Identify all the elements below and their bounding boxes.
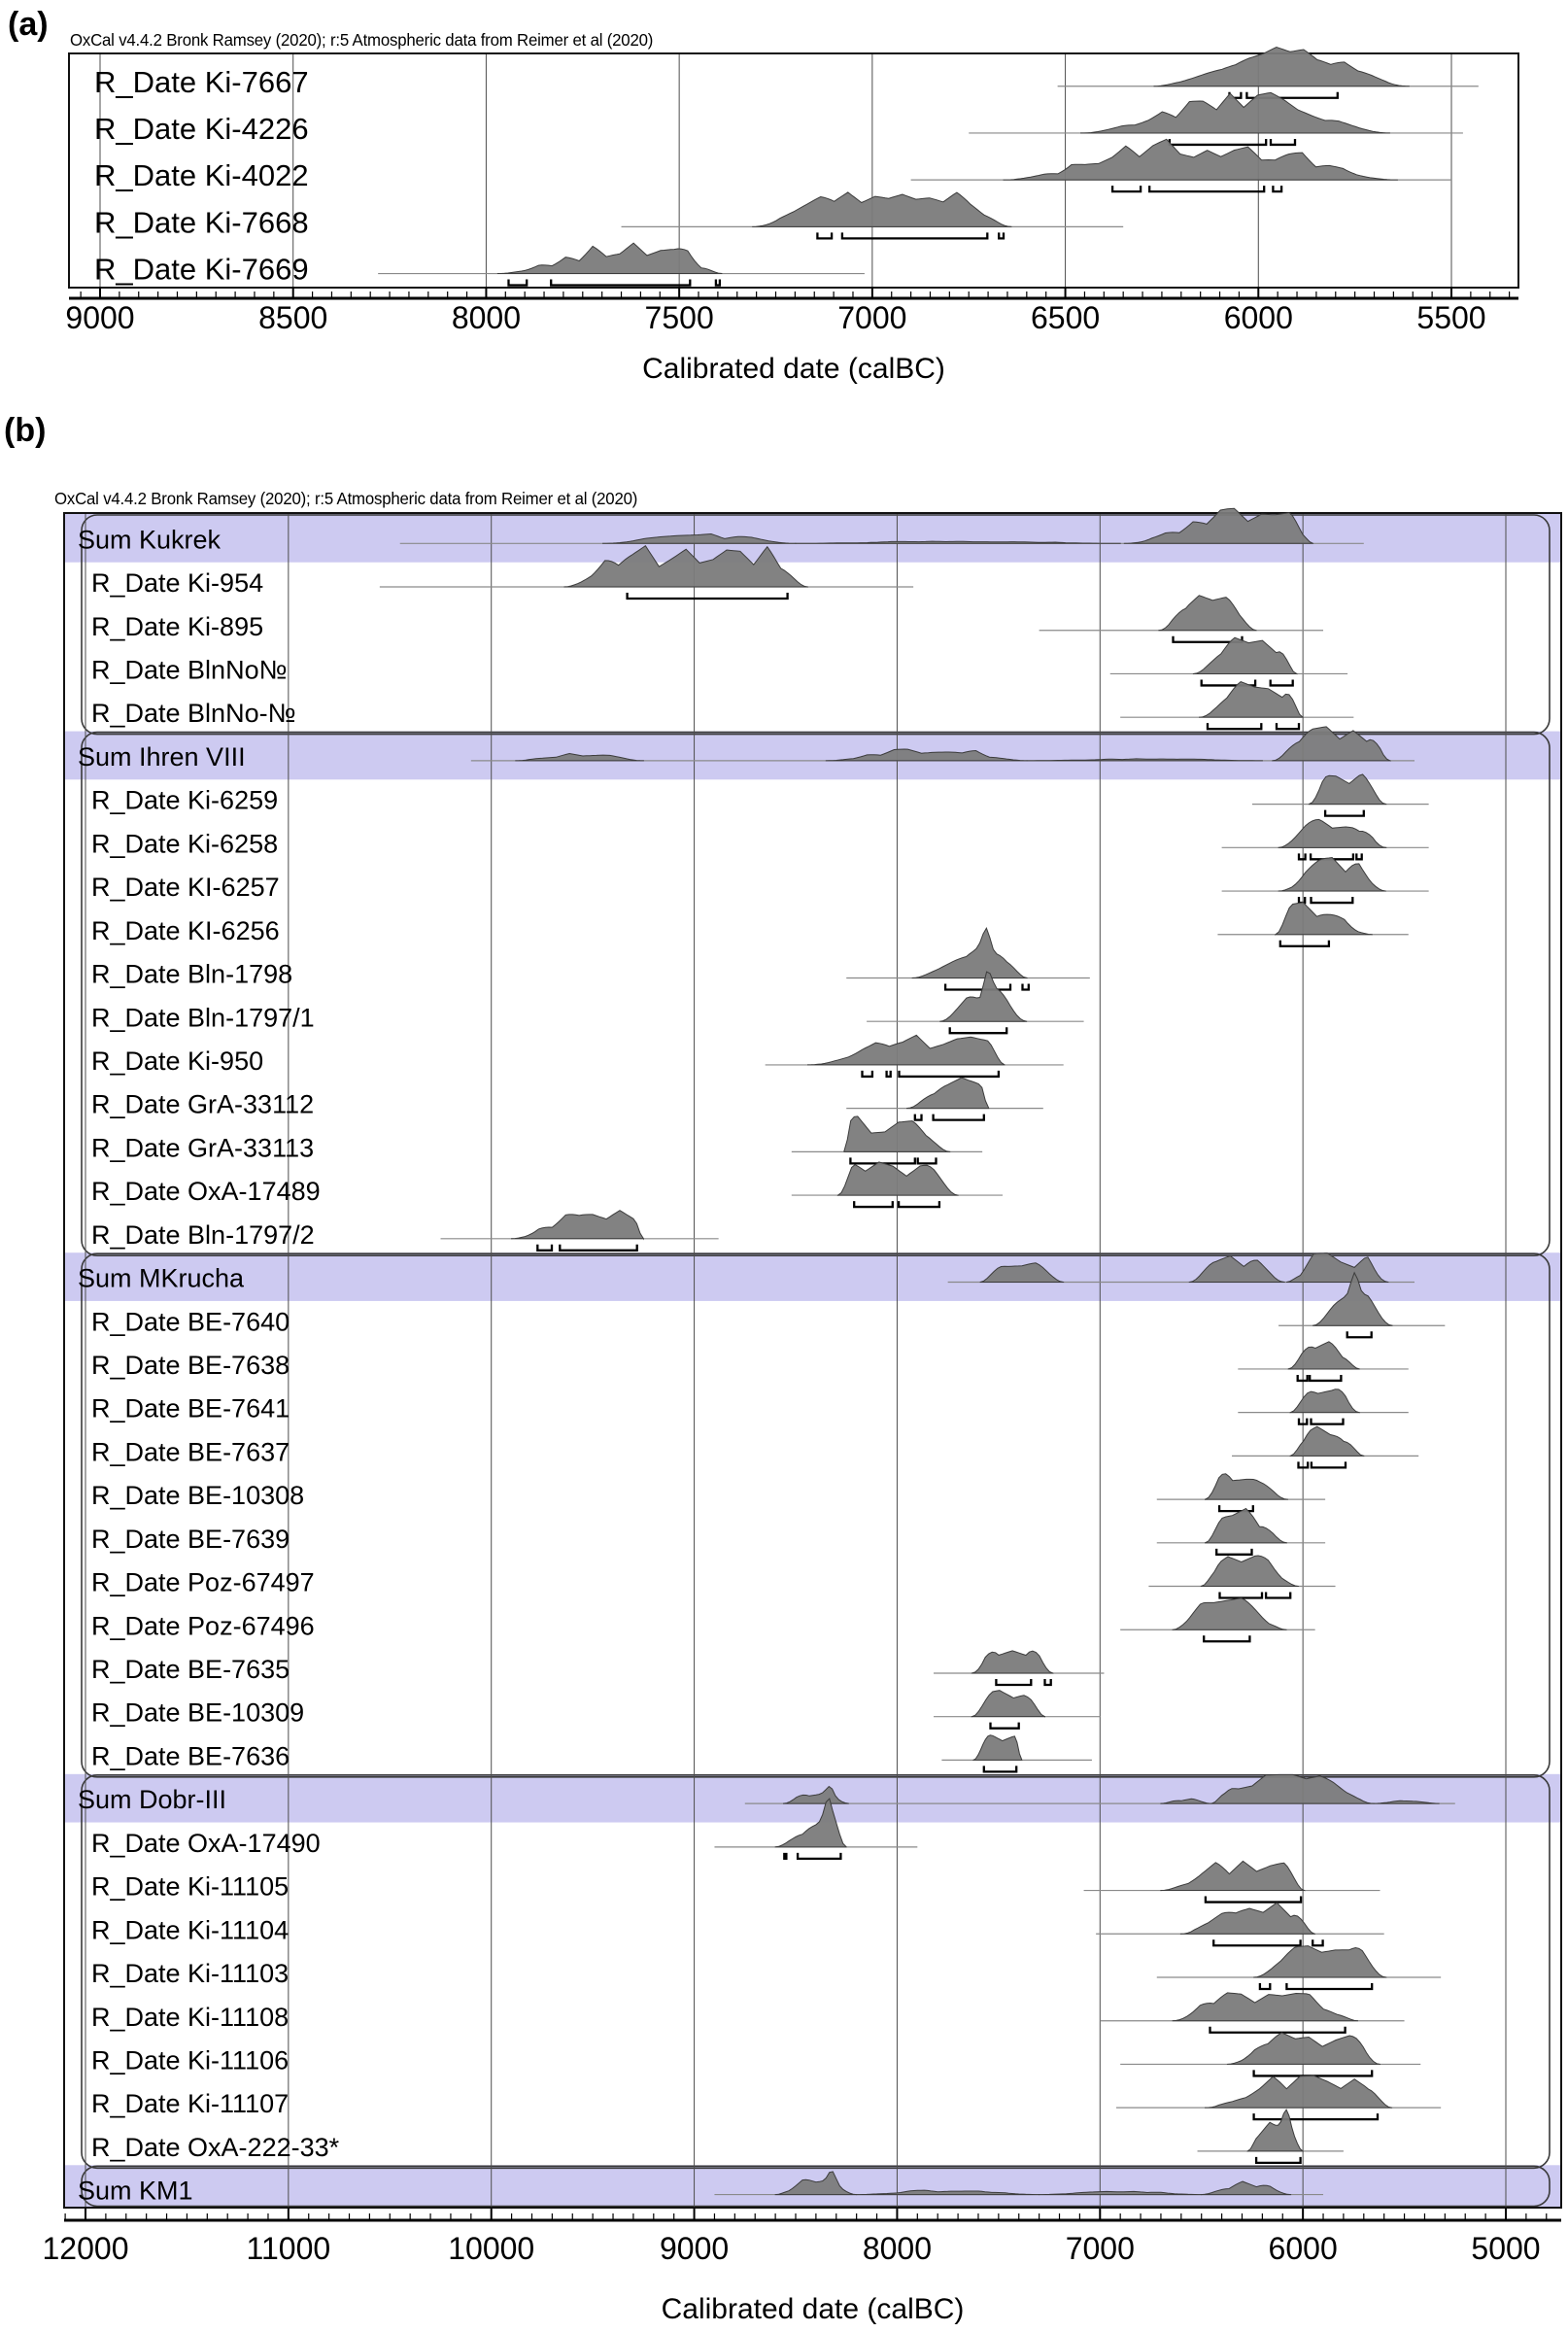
ci-bracket (1312, 1461, 1346, 1467)
row-label: R_Date Ki-6259 (91, 785, 279, 815)
ci-bracket (1149, 186, 1264, 191)
row-r-date-ki-950 (91, 1035, 1064, 1077)
ci-bracket (1023, 983, 1029, 989)
probability-curve (1161, 1861, 1305, 1890)
tick-label-5500: 5500 (1416, 300, 1486, 335)
ci-bracket (537, 1245, 552, 1251)
tick-label-8000: 8000 (862, 2231, 933, 2266)
probability-curve (1200, 682, 1304, 718)
row-r-date-poz-67496 (91, 1598, 1315, 1641)
probability-curve (512, 1211, 644, 1239)
row-label: R_Date BE-7638 (91, 1351, 290, 1381)
probability-curve (753, 192, 1011, 226)
ci-bracket (999, 232, 1004, 238)
x-axis (65, 287, 1518, 385)
row-r-date-ki-4022 (94, 139, 1451, 192)
row-label: R_Date Ki-950 (91, 1046, 264, 1076)
ci-bracket (950, 1027, 1006, 1033)
probability-curve (1159, 596, 1256, 631)
ci-bracket (1216, 1549, 1251, 1555)
row-r-date-ki-895 (91, 596, 1323, 642)
ci-bracket (863, 1071, 872, 1077)
row-label: R_Date Poz-67496 (91, 1611, 315, 1641)
row-label: R_Date Ki-7669 (94, 252, 309, 287)
probability-curve (1081, 92, 1390, 133)
row-label: R_Date GrA-33113 (91, 1133, 315, 1163)
tick-label-6000: 6000 (1268, 2231, 1338, 2266)
ci-bracket (854, 1201, 893, 1207)
row-r-date-gra-33113 (91, 1116, 982, 1163)
x-axis (43, 2209, 1561, 2325)
ci-bracket (996, 1679, 1031, 1685)
x-axis-title: Calibrated date (calBC) (661, 2293, 965, 2325)
row-label: R_Date BE-10309 (91, 1698, 305, 1728)
ci-bracket (1208, 723, 1261, 729)
row-r-date-ki-6259 (91, 774, 1429, 816)
probability-curve (1227, 2033, 1380, 2064)
ci-bracket (1213, 1939, 1300, 1945)
ci-bracket (1256, 2157, 1301, 2163)
row-label: R_Date OxA-222-33* (91, 2132, 340, 2162)
ci-bracket (899, 1201, 939, 1207)
row-label: R_Date Ki-11107 (91, 2089, 290, 2119)
ci-bracket (915, 1115, 922, 1120)
tick-label-10000: 10000 (448, 2231, 535, 2266)
panel-a-tag: (a) (8, 6, 49, 43)
panel-b-oxcal-attribution: OxCal v4.4.2 Bronk Ramsey (2020); r:5 Atmospheric data from Reimer et al (2020) (54, 489, 638, 508)
ci-bracket (991, 1723, 1019, 1729)
ci-bracket (945, 983, 1010, 989)
ci-bracket (1271, 139, 1295, 145)
probability-curve (1173, 1993, 1357, 2021)
row-r-date-ki-11106 (91, 2033, 1420, 2075)
row-label: R_Date Ki-11108 (91, 2002, 290, 2032)
tick-label-8500: 8500 (258, 300, 328, 335)
ci-bracket (934, 1115, 984, 1120)
ci-bracket (984, 1766, 1016, 1771)
row-label: R_Date KI-6256 (91, 915, 280, 945)
probability-curve (837, 1162, 958, 1195)
ci-bracket (1312, 1419, 1344, 1424)
row-r-date-ki-7669 (94, 243, 865, 287)
row-r-date-poz-67497 (91, 1556, 1336, 1598)
row-r-date-ki-11104 (91, 1903, 1384, 1945)
probability-curve (1290, 1389, 1359, 1413)
tick-label-8000: 8000 (451, 300, 522, 335)
probability-curve (973, 1735, 1022, 1761)
row-label: R_Date Bln-1798 (91, 959, 293, 989)
row-label: R_Date Ki-6258 (91, 829, 279, 859)
row-r-date-ki-7667 (94, 48, 1479, 99)
ci-bracket (900, 1071, 999, 1077)
ci-bracket (1260, 1983, 1270, 1989)
ci-bracket (1271, 679, 1293, 685)
row-label: Sum Dobr-III (78, 1785, 227, 1815)
ci-bracket (1312, 897, 1353, 903)
ci-bracket (1045, 1679, 1051, 1685)
row-r-date-be-10309 (91, 1691, 1100, 1729)
probability-curve (907, 1078, 989, 1108)
row-label: R_Date Ki-11106 (91, 2045, 290, 2075)
row-r-date-ki-4226 (94, 92, 1463, 146)
ci-bracket (1266, 1593, 1290, 1598)
tick-label-7000: 7000 (837, 300, 907, 335)
ci-bracket (1299, 897, 1305, 903)
ci-bracket (1210, 2027, 1346, 2033)
ci-bracket (1254, 2113, 1378, 2119)
row-label: R_Date BE-7636 (91, 1741, 290, 1771)
probability-curve (1288, 1342, 1359, 1369)
row-label: R_Date BE-7637 (91, 1437, 290, 1467)
row-label: Sum KM1 (78, 2176, 193, 2206)
x-axis-title: Calibrated date (calBC) (642, 353, 945, 385)
ci-bracket (1347, 1331, 1372, 1337)
row-label: R_Date BE-7641 (91, 1393, 290, 1423)
probability-curve (939, 972, 1027, 1021)
probability-curve (1276, 903, 1372, 935)
probability-curve (1290, 1426, 1364, 1456)
ci-bracket (1277, 723, 1299, 729)
tick-label-11000: 11000 (246, 2231, 331, 2266)
ci-bracket (551, 280, 690, 286)
ci-bracket (1299, 853, 1306, 859)
row-r-date-ki-6258 (91, 819, 1429, 859)
row-label: R_Date OxA-17490 (91, 1828, 321, 1858)
row-r-date-blnno (91, 682, 1353, 730)
ci-bracket (887, 1071, 891, 1077)
ci-bracket (560, 1245, 636, 1251)
row-r-date-be-7641 (91, 1389, 1409, 1424)
ci-bracket (1280, 941, 1329, 946)
ci-bracket (1206, 1897, 1301, 1903)
ci-bracket (1356, 853, 1361, 859)
row-label: R_Date Ki-954 (91, 568, 264, 599)
probability-curve (497, 243, 722, 273)
ci-bracket (1325, 810, 1364, 816)
panel-a (65, 48, 1518, 386)
probability-curve (1173, 1598, 1286, 1630)
row-label: R_Date Ki-7668 (94, 205, 309, 240)
row-r-date-gra-33112 (91, 1078, 1043, 1119)
sum-band-sum-kukrek (65, 514, 1560, 563)
panel-a-oxcal-attribution: OxCal v4.4.2 Bronk Ramsey (2020); r:5 Atmospheric data from Reimer et al (2020) (70, 30, 654, 50)
row-label: R_Date Ki-11104 (91, 1915, 290, 1945)
tick-label-12000: 12000 (42, 2231, 129, 2266)
ci-bracket (509, 280, 528, 286)
probability-curve (1278, 819, 1386, 847)
row-label: R_Date BE-10308 (91, 1481, 305, 1511)
ci-bracket (1204, 1635, 1249, 1641)
tick-label-7000: 7000 (1065, 2231, 1135, 2266)
ci-bracket (842, 232, 987, 238)
row-label: R_Date Bln-1797/1 (91, 1003, 315, 1033)
row-label: R_Date BE-7640 (91, 1307, 290, 1337)
row-r-date-oxa-17489 (91, 1162, 1003, 1207)
ci-bracket (1170, 139, 1266, 145)
ci-bracket (1254, 2070, 1373, 2075)
row-r-date-be-10308 (91, 1474, 1325, 1511)
row-label: R_Date GrA-33112 (91, 1089, 315, 1119)
probability-curve (1247, 2109, 1303, 2151)
probability-curve (1206, 1509, 1287, 1543)
row-r-date-ki-11107 (91, 2075, 1441, 2119)
row-r-date-ki-7668 (94, 192, 1123, 240)
probability-curve (1201, 1556, 1298, 1587)
row-label: Sum Ihren VIII (78, 741, 246, 772)
row-label: R_Date BlnNo№ (91, 655, 288, 685)
tick-label-7500: 7500 (644, 300, 714, 335)
tick-label-9000: 9000 (659, 2231, 730, 2266)
row-r-date-blnno (91, 637, 1347, 685)
row-r-date-ki-11103 (91, 1946, 1441, 1989)
row-r-date-ki-6257 (91, 858, 1429, 904)
ci-bracket (784, 1853, 786, 1859)
row-label: R_Date Ki-11103 (91, 1959, 290, 1989)
row-r-date-be-7636 (91, 1735, 1092, 1772)
probability-curve (1206, 2075, 1392, 2108)
ci-bracket (716, 280, 720, 286)
probability-curve (1180, 1903, 1314, 1934)
ci-bracket (1220, 1593, 1263, 1598)
probability-curve (1206, 1474, 1288, 1499)
row-label: R_Date BE-7639 (91, 1524, 290, 1554)
row-label: R_Date OxA-17489 (91, 1177, 321, 1207)
ci-bracket (1286, 1983, 1372, 1989)
row-label: R_Date BE-7635 (91, 1655, 290, 1685)
row-label: R_Date Poz-67497 (91, 1567, 315, 1597)
ci-bracket (1112, 186, 1141, 191)
row-r-date-be-7639 (91, 1509, 1325, 1555)
row-r-date-be-7635 (91, 1651, 1104, 1685)
row-r-date-bln-1797-2 (91, 1211, 719, 1251)
ci-bracket (798, 1853, 840, 1859)
row-label: Sum MKrucha (78, 1263, 245, 1293)
row-label: R_Date Ki-4226 (94, 112, 309, 147)
ci-bracket (918, 1157, 937, 1163)
ci-bracket (850, 1157, 914, 1163)
row-label: R_Date Ki-895 (91, 611, 264, 641)
probability-curve (808, 1035, 1006, 1065)
probability-curve (971, 1691, 1044, 1717)
tick-label-9000: 9000 (65, 300, 135, 335)
row-label: R_Date KI-6257 (91, 873, 280, 903)
row-r-date-be-7637 (91, 1426, 1418, 1467)
row-label: Sum Kukrek (78, 525, 222, 555)
probability-curve (971, 1651, 1053, 1673)
row-label: R_Date BlnNo-№ (91, 699, 296, 729)
row-r-date-ki-6256 (91, 903, 1409, 946)
row-label: R_Date Ki-4022 (94, 158, 309, 193)
tick-label-6500: 6500 (1030, 300, 1101, 335)
ci-bracket (1273, 186, 1281, 191)
row-label: R_Date Ki-7667 (94, 64, 309, 99)
row-label: R_Date Bln-1797/2 (91, 1219, 315, 1250)
tick-label-5000: 5000 (1471, 2231, 1541, 2266)
row-r-date-ki-11105 (91, 1861, 1381, 1902)
panel-b (43, 508, 1561, 2325)
panel-b-tag: (b) (4, 412, 47, 449)
probability-curve (1278, 858, 1385, 892)
row-r-date-be-7638 (91, 1342, 1409, 1381)
ci-bracket (628, 593, 788, 599)
ci-bracket (1312, 1939, 1322, 1945)
probability-curve (1254, 1946, 1386, 1977)
ci-bracket (817, 232, 832, 238)
ci-bracket (1310, 1375, 1341, 1381)
tick-label-6000: 6000 (1223, 300, 1293, 335)
row-label: R_Date Ki-11105 (91, 1871, 290, 1902)
probability-curve (912, 928, 1027, 977)
